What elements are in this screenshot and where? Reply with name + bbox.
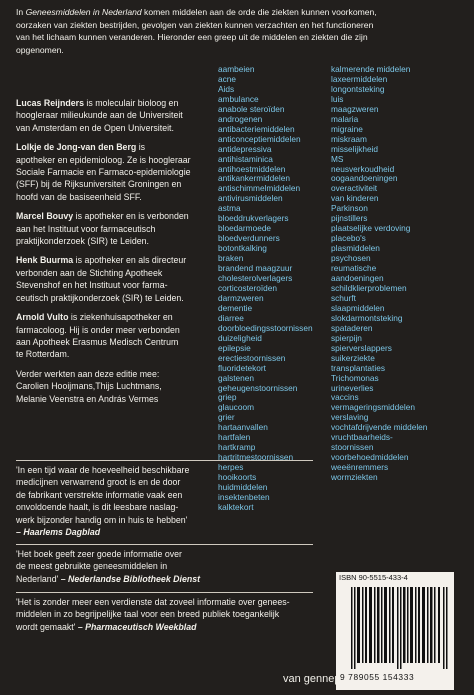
author-name: Henk Buurma — [16, 255, 74, 266]
bio-line: hoofd van de basiseenheid SFF. — [16, 191, 142, 202]
book-title: Geneesmiddelen in Nederland — [25, 7, 142, 17]
topic-item: dementie — [218, 302, 253, 313]
bio-line: is — [136, 142, 146, 153]
topic-item: erectiestoornissen — [218, 352, 286, 363]
bio-line: van Amsterdam en de Open Universiteit. — [16, 122, 174, 133]
topic-item: aambeien — [218, 64, 255, 74]
topic-item: duizeligheid — [218, 332, 262, 343]
quote-source: – Nederlandse Bibliotheek Dienst — [58, 573, 201, 584]
topic-item: schildklierproblemen — [331, 282, 407, 293]
topic-item: darmzweren — [218, 292, 264, 303]
topic-item: vaccins — [331, 392, 359, 403]
topic-item: stoornissen — [331, 442, 374, 453]
bio-line: hoogleraar milieukunde aan de Universiteit — [16, 110, 183, 121]
topic-item: voorbehoedmiddelen — [331, 452, 409, 463]
topic-item: bloedarmoede — [218, 223, 272, 234]
quote-line: Nederland' — [16, 573, 59, 584]
topic-item: bloeddrukverlagers — [218, 213, 289, 224]
publisher-logo: van gennep — [283, 673, 341, 685]
topic-item: vruchtbaarheids- — [331, 432, 393, 443]
quote-line: 'In een tijd waar de hoeveelheid beschikbare — [16, 465, 190, 475]
topic-item: neusverkoudheid — [331, 163, 395, 174]
topic-item: laxeermiddelen — [331, 73, 388, 84]
author-name: Arnold Vulto — [16, 312, 69, 323]
topic-item: brandend maagzuur — [218, 263, 293, 274]
quote-line: de fabrikant verstrekte informatie vaak een — [16, 489, 183, 500]
topic-item: misselijkheid — [331, 143, 379, 154]
bio-line: aan Apotheek Erasmus Medisch Centrum — [16, 336, 179, 347]
topic-item: epilepsie — [218, 342, 251, 353]
bio-line: praktijkonderzoek (SIR) te Leiden. — [16, 236, 149, 247]
topic-item: antikankermiddelen — [218, 173, 290, 184]
topic-item: grier — [218, 412, 235, 423]
topic-item: kalmerende middelen — [331, 64, 411, 74]
bio-line: (SFF) bij de Rijksuniversiteit Groningen en — [16, 179, 182, 190]
topic-item: hartfalen — [218, 432, 251, 443]
bio-line: apotheker en epidemioloog. Ze is hoogleraar — [16, 154, 191, 165]
topic-item: urineverlies — [331, 382, 374, 393]
quote-nbd — [16, 548, 316, 585]
bio-line: te Rotterdam. — [16, 349, 70, 360]
topic-item: MS — [331, 153, 344, 164]
quote-line: medicijnen verwarrend groot is en de door — [16, 477, 181, 488]
topic-item: weeënremmers — [331, 462, 389, 473]
topic-item: herpes — [218, 462, 244, 473]
quote-line: middelen in zo begrijpelijke taal voor een breed publiek toegankelijk — [16, 609, 280, 620]
barcode-image — [351, 587, 449, 669]
quote-source: – Pharmaceutisch Weekblad — [75, 621, 197, 632]
topic-item: hooikoorts — [218, 472, 257, 483]
topic-item: reumatische — [331, 263, 377, 274]
topic-item: Aids — [218, 83, 235, 94]
topic-item: slaapmiddelen — [331, 302, 385, 313]
bio-line: Stevenshof en het Instituut voor farma- — [16, 280, 168, 291]
topic-item: pijnstillers — [331, 213, 368, 224]
author-name: Marcel Bouvy — [16, 211, 74, 222]
topic-item: miskraam — [331, 133, 367, 144]
topic-item: Trichomonas — [331, 372, 379, 383]
quote-line: 'Het is zonder meer een verdienste dat zoveel informatie over genees- — [16, 597, 290, 607]
topic-item: antischimmelmiddelen — [218, 183, 301, 194]
topic-item: anticonceptiemiddelen — [218, 133, 301, 144]
topic-item: wormziekten — [331, 472, 378, 483]
topic-item: hartaanvallen — [218, 422, 268, 433]
topic-item: griep — [218, 392, 237, 403]
quote-line: 'Het boek geeft zeer goede informatie over — [16, 549, 182, 559]
topic-item: kalktekort — [218, 501, 254, 512]
topic-item: luis — [331, 93, 344, 104]
topic-item: antivirusmiddelen — [218, 193, 283, 204]
topic-item: migraine — [331, 123, 363, 134]
topic-item: plaatselijke verdoving — [331, 223, 411, 234]
topic-item: androgenen — [218, 113, 263, 124]
topic-item: geheugenstoornissen — [218, 382, 298, 393]
topic-item: psychosen — [331, 253, 371, 264]
topic-item: ambulance — [218, 93, 259, 104]
intro-line: komen middelen aan de orde die ziekten kunnen voorkomen, — [141, 7, 377, 17]
intro-pre: In — [16, 7, 26, 17]
topic-item: verslaving — [331, 412, 369, 423]
topic-item: antihistaminica — [218, 153, 273, 164]
topic-item: suikerziekte — [331, 352, 375, 363]
quote-line: wordt gemaakt' — [16, 621, 76, 632]
bio-line: verbonden aan de Stichting Apotheek — [16, 267, 163, 278]
topic-item: hartkramp — [218, 442, 256, 453]
topic-item: antihoestmiddelen — [218, 163, 286, 174]
topic-item: vermageringsmiddelen — [331, 402, 415, 413]
topic-item: antibacteriemiddelen — [218, 123, 295, 134]
topic-item: maagzweren — [331, 103, 379, 114]
topic-item: malaria — [331, 113, 359, 124]
author-name: Lolkje de Jong-van den Berg — [16, 142, 137, 153]
divider — [16, 544, 313, 545]
topic-item: cholesterolverlagers — [218, 273, 293, 284]
intro-paragraph — [16, 6, 456, 56]
intro-line: van het lichaam kunnen veranderen. Hieronder een greep uit de middelen en ziekten die zijn — [16, 32, 368, 43]
topic-item: aandoeningen — [331, 273, 384, 284]
topic-item: van kinderen — [331, 193, 379, 204]
topics-list-right — [331, 65, 427, 483]
topic-item: fluoridetekort — [218, 362, 266, 373]
topic-item: acne — [218, 73, 236, 84]
topic-item: doorbloedingsstoornissen — [218, 322, 313, 333]
intro-line: oorzaken van ziekten bestrijden, gevolgen van ziekten kunnen verzachten en het functioneren — [16, 19, 374, 30]
barcode-number: 9 789055 154333 — [340, 672, 415, 682]
credits-line: Verder werkten aan deze editie mee: — [16, 368, 160, 379]
topic-item: astma — [218, 203, 241, 214]
quote-line: onvoldoende haalt, is dit leesbare naslag- — [16, 502, 179, 513]
topic-item: huidmiddelen — [218, 482, 268, 493]
topic-item: insektenbeten — [218, 491, 270, 502]
topic-item: botontkalking — [218, 243, 267, 254]
topic-item: antidepressiva — [218, 143, 272, 154]
topic-item: corticosteroïden — [218, 282, 278, 293]
topic-item: anabole steroïden — [218, 103, 285, 114]
topic-item: braken — [218, 253, 244, 264]
bio-line: ceutisch praktijkonderzoek (SIR) te Leiden. — [16, 292, 184, 303]
bio-line: farmacoloog. Hij is onder meer verbonden — [16, 324, 180, 335]
bio-line: is moleculair bioloog en — [83, 98, 179, 108]
topic-item: transplantaties — [331, 362, 385, 373]
topic-item: vochtafdrijvende middelen — [331, 422, 428, 433]
bio-line: is apotheker en is verbonden — [73, 211, 189, 222]
topic-item: glaucoom — [218, 402, 254, 413]
divider — [16, 592, 313, 593]
topic-item: slokdarmontsteking — [331, 312, 403, 323]
intro-line: opgenomen. — [16, 44, 64, 55]
quote-source: – Haarlems Dagblad — [16, 527, 101, 538]
quote-line: werk bijzonder handig om in huis te hebben' — [16, 514, 188, 525]
topic-item: hartritmestoornissen — [218, 452, 294, 463]
topic-item: longontsteking — [331, 83, 385, 94]
quote-line: de meest gebruikte geneesmiddelen in — [16, 561, 168, 572]
topic-item: galstenen — [218, 372, 254, 383]
credits-line: Carolien Hooijmans,Thijs Luchtmans, — [16, 381, 162, 392]
credits-line: Melanie Veenstra en András Vermes — [16, 393, 159, 404]
topic-item: spataderen — [331, 322, 373, 333]
topic-item: diarree — [218, 312, 244, 323]
bio-line: aan het Instituut voor farmaceutisch — [16, 223, 156, 234]
topic-item: oogaandoeningen — [331, 173, 398, 184]
topic-item: spierverslappers — [331, 342, 392, 353]
topic-item: schurft — [331, 292, 356, 303]
author-name: Lucas Reijnders — [16, 98, 84, 108]
topics-list-left — [218, 65, 313, 513]
bio-line: Sociale Farmacie en Farmaco-epidemiologie — [16, 167, 191, 178]
isbn: ISBN 90-5515-433-4 — [339, 573, 408, 582]
topic-item: bloedverdunners — [218, 233, 280, 244]
bio-line: is ziekenhuisapotheker en — [68, 312, 173, 323]
topic-item: placebo's — [331, 233, 366, 244]
topic-item: Parkinson — [331, 203, 368, 214]
topic-item: spierpijn — [331, 332, 362, 343]
topic-item: plasmiddelen — [331, 243, 380, 254]
topic-item: overactiviteit — [331, 183, 378, 194]
bio-line: is apotheker en als directeur — [73, 255, 187, 266]
